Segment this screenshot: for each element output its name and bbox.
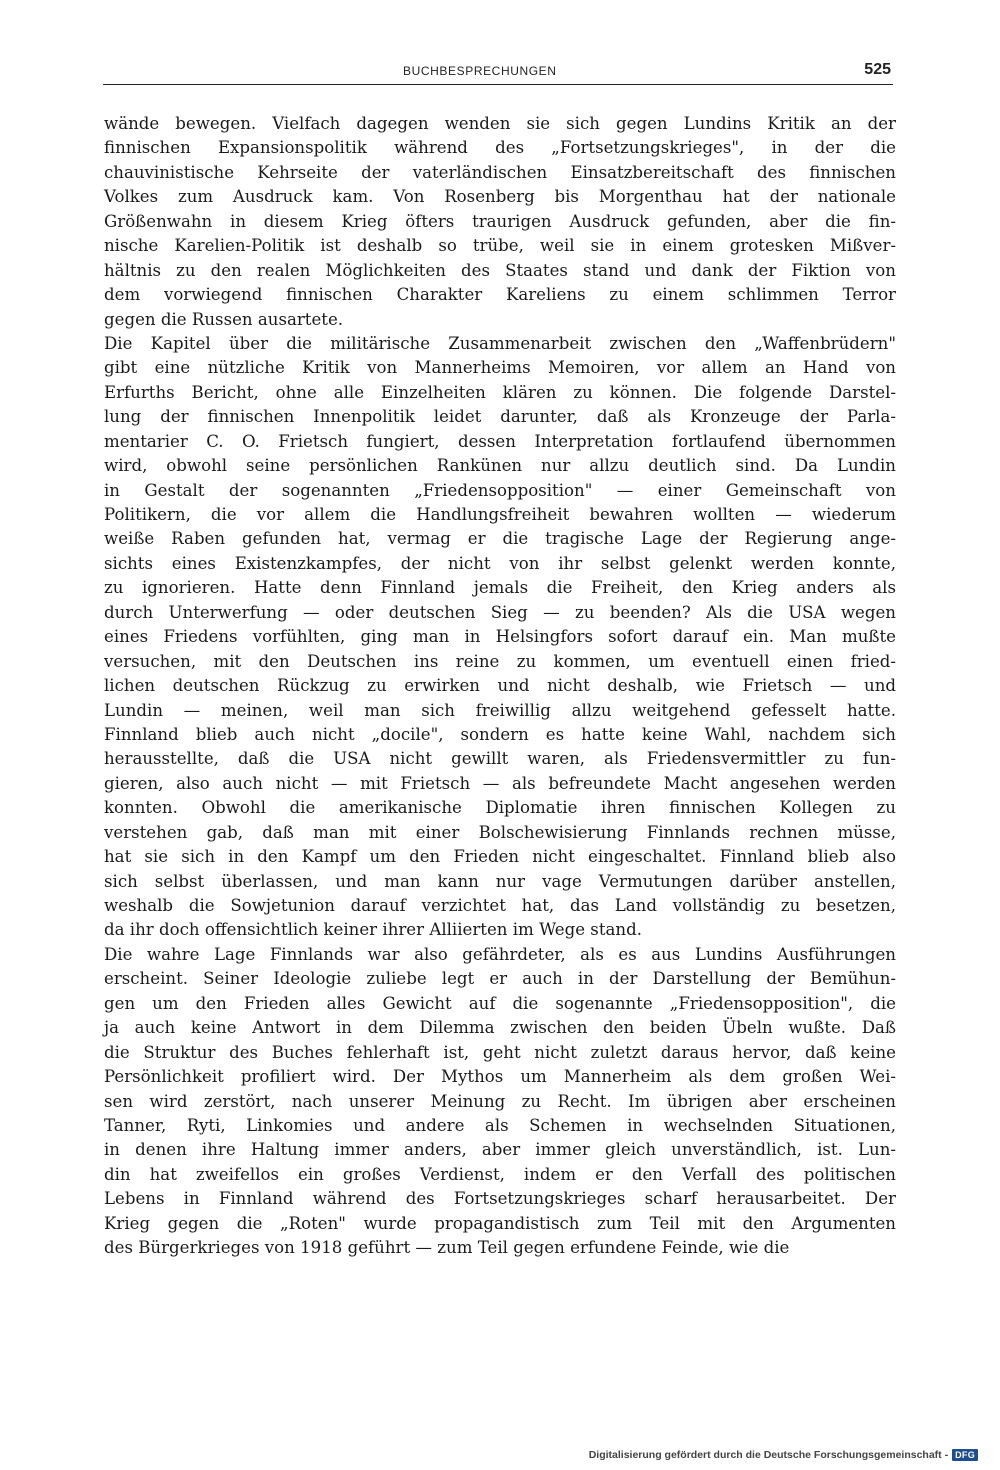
page-number: 525 — [864, 61, 891, 78]
text-line: in denen ihre Haltung immer anders, aber immer gleich unverständlich, ist. Lun- — [104, 1140, 896, 1160]
text-line: durch Unterwerfung — oder deutschen Sieg — zu beenden? Als die USA wegen — [104, 602, 896, 622]
text-line: gen um den Frieden alles Gewicht auf die sogenannte „Friedensopposition", die — [104, 993, 896, 1013]
text-line: Größenwahn in diesem Krieg öfters traurigen Ausdruck gefunden, aber die fin- — [104, 211, 896, 231]
text-line: Lebens in Finnland während des Fortsetzungskrieges scharf herausarbeitet. Der — [104, 1189, 896, 1209]
text-line: herausstellte, daß die USA nicht gewillt waren, als Friedensvermittler zu fun- — [104, 749, 896, 769]
text-line: Krieg gegen die „Roten" wurde propagandistisch zum Teil mit den Argumenten — [104, 1213, 896, 1233]
text-line: die Struktur des Buches fehlerhaft ist, geht nicht zuletzt daraus hervor, daß keine — [104, 1042, 896, 1062]
text-line: zu ignorieren. Hatte denn Finnland jemals die Freiheit, den Krieg anders als — [104, 578, 896, 598]
text-line: sen wird zerstört, nach unserer Meinung zu Recht. Im übrigen aber erscheinen — [104, 1091, 896, 1111]
text-line: weiße Raben gefunden hat, vermag er die tragische Lage der Regierung ange- — [104, 529, 896, 549]
text-line: wände bewegen. Vielfach dagegen wenden sie sich gegen Lundins Kritik an der — [104, 114, 896, 133]
text-line: Erfurths Bericht, ohne alle Einzelheiten klären zu können. Die folgende Darstel- — [104, 382, 896, 402]
text-line: Volkes zum Ausdruck kam. Von Rosenberg bis Morgenthau hat der nationale — [104, 187, 896, 207]
text-line: chauvinistische Kehrseite der vaterländischen Einsatzbereitschaft des finnischen — [104, 162, 896, 182]
text-line: din hat zweifellos ein großes Verdienst, indem er den Verfall des politischen — [104, 1164, 896, 1184]
text-line: versuchen, mit den Deutschen ins reine zu kommen, um eventuell einen fried- — [104, 651, 896, 671]
running-head: BUCHBESPRECHUNGEN — [403, 64, 557, 78]
text-line: finnischen Expansionspolitik während des „Fortsetzungskrieges", in der die — [104, 138, 896, 158]
text-line: sichts eines Existenzkampfes, der nicht von ihr selbst gelenkt werden konnte, — [104, 553, 896, 573]
text-line: hat sie sich in den Kampf um den Frieden nicht eingeschaltet. Finnland blieb also — [104, 847, 896, 867]
text-line: ja auch keine Antwort in dem Dilemma zwischen den beiden Übeln wußte. Daß — [104, 1018, 896, 1038]
text-line: gegen die Russen ausartete. — [104, 309, 344, 329]
text-line: gieren, also auch nicht — mit Frietsch — als befreundete Macht angesehen werden — [104, 773, 896, 793]
text-line: konnten. Obwohl die amerikanische Diplomatie ihren finnischen Kollegen zu — [104, 798, 896, 818]
text-line: gibt eine nützliche Kritik von Mannerheims Memoiren, vor allem an Hand von — [104, 358, 896, 378]
text-line: Lundin — meinen, weil man sich freiwillig allzu weitgehend gefesselt hatte. — [104, 700, 896, 720]
text-line: mentarier C. O. Frietsch fungiert, dessen Interpretation fortlaufend übernommen — [104, 431, 896, 451]
text-line: sich selbst überlassen, und man kann nur vage Vermutungen darüber anstellen, — [104, 871, 896, 891]
text-line: in Gestalt der sogenannten „Friedensopposition" — einer Gemeinschaft von — [104, 480, 896, 500]
text-line: da ihr doch offensichtlich keiner ihrer Alliierten im Wege stand. — [104, 920, 642, 940]
dfg-logo-icon: DFG — [952, 1449, 978, 1461]
text-line: Die wahre Lage Finnlands war also gefährdeter, als es aus Lundins Ausführungen — [104, 944, 896, 964]
text-line: wird, obwohl seine persönlichen Rankünen nur allzu deutlich sind. Da Lundin — [104, 456, 896, 476]
text-line: Persönlichkeit profiliert wird. Der Mythos um Mannerheim als dem großen Wei- — [104, 1067, 896, 1087]
text-line: Finnland blieb auch nicht „docile", sondern es hatte keine Wahl, nachdem sich — [104, 724, 896, 744]
text-line: weshalb die Sowjetunion darauf verzichtet hat, das Land vollständig zu besetzen, — [104, 896, 896, 915]
text-line: dem vorwiegend finnischen Charakter Kareliens zu einem schlimmen Terror — [104, 285, 896, 305]
page-header — [103, 60, 893, 85]
body-text — [104, 112, 896, 1261]
text-line: nische Karelien-Politik ist deshalb so trübe, weil sie in einem grotesken Mißver- — [104, 236, 896, 256]
digitization-footer — [589, 1447, 978, 1463]
text-line: erscheint. Seiner Ideologie zuliebe legt er auch in der Darstellung der Bemühun- — [104, 969, 896, 989]
footer-credit: Digitalisierung gefördert durch die Deutsche Forschungsgemeinschaft - — [588, 1449, 949, 1461]
text-line: Tanner, Ryti, Linkomies und andere als Schemen in wechselnden Situationen, — [104, 1115, 896, 1135]
text-line: des Bürgerkrieges von 1918 geführt — zum Teil gegen erfundene Feinde, wie die — [104, 1238, 790, 1258]
text-line: lichen deutschen Rückzug zu erwirken und nicht deshalb, wie Frietsch — und — [104, 676, 896, 696]
text-line: lung der finnischen Innenpolitik leidet darunter, daß als Kronzeuge der Parla- — [104, 407, 896, 427]
text-line: Politikern, die vor allem die Handlungsfreiheit bewahren wollten — wiederum — [104, 505, 896, 524]
text-line: eines Friedens vorfühlten, ging man in Helsingfors sofort darauf ein. Man mußte — [104, 627, 896, 647]
text-line: hältnis zu den realen Möglichkeiten des Staates stand und dank der Fiktion von — [104, 260, 896, 280]
text-line: verstehen gab, daß man mit einer Bolschewisierung Finnlands rechnen müsse, — [104, 822, 896, 842]
text-line: Die Kapitel über die militärische Zusammenarbeit zwischen den „Waffenbrüdern" — [104, 333, 896, 353]
